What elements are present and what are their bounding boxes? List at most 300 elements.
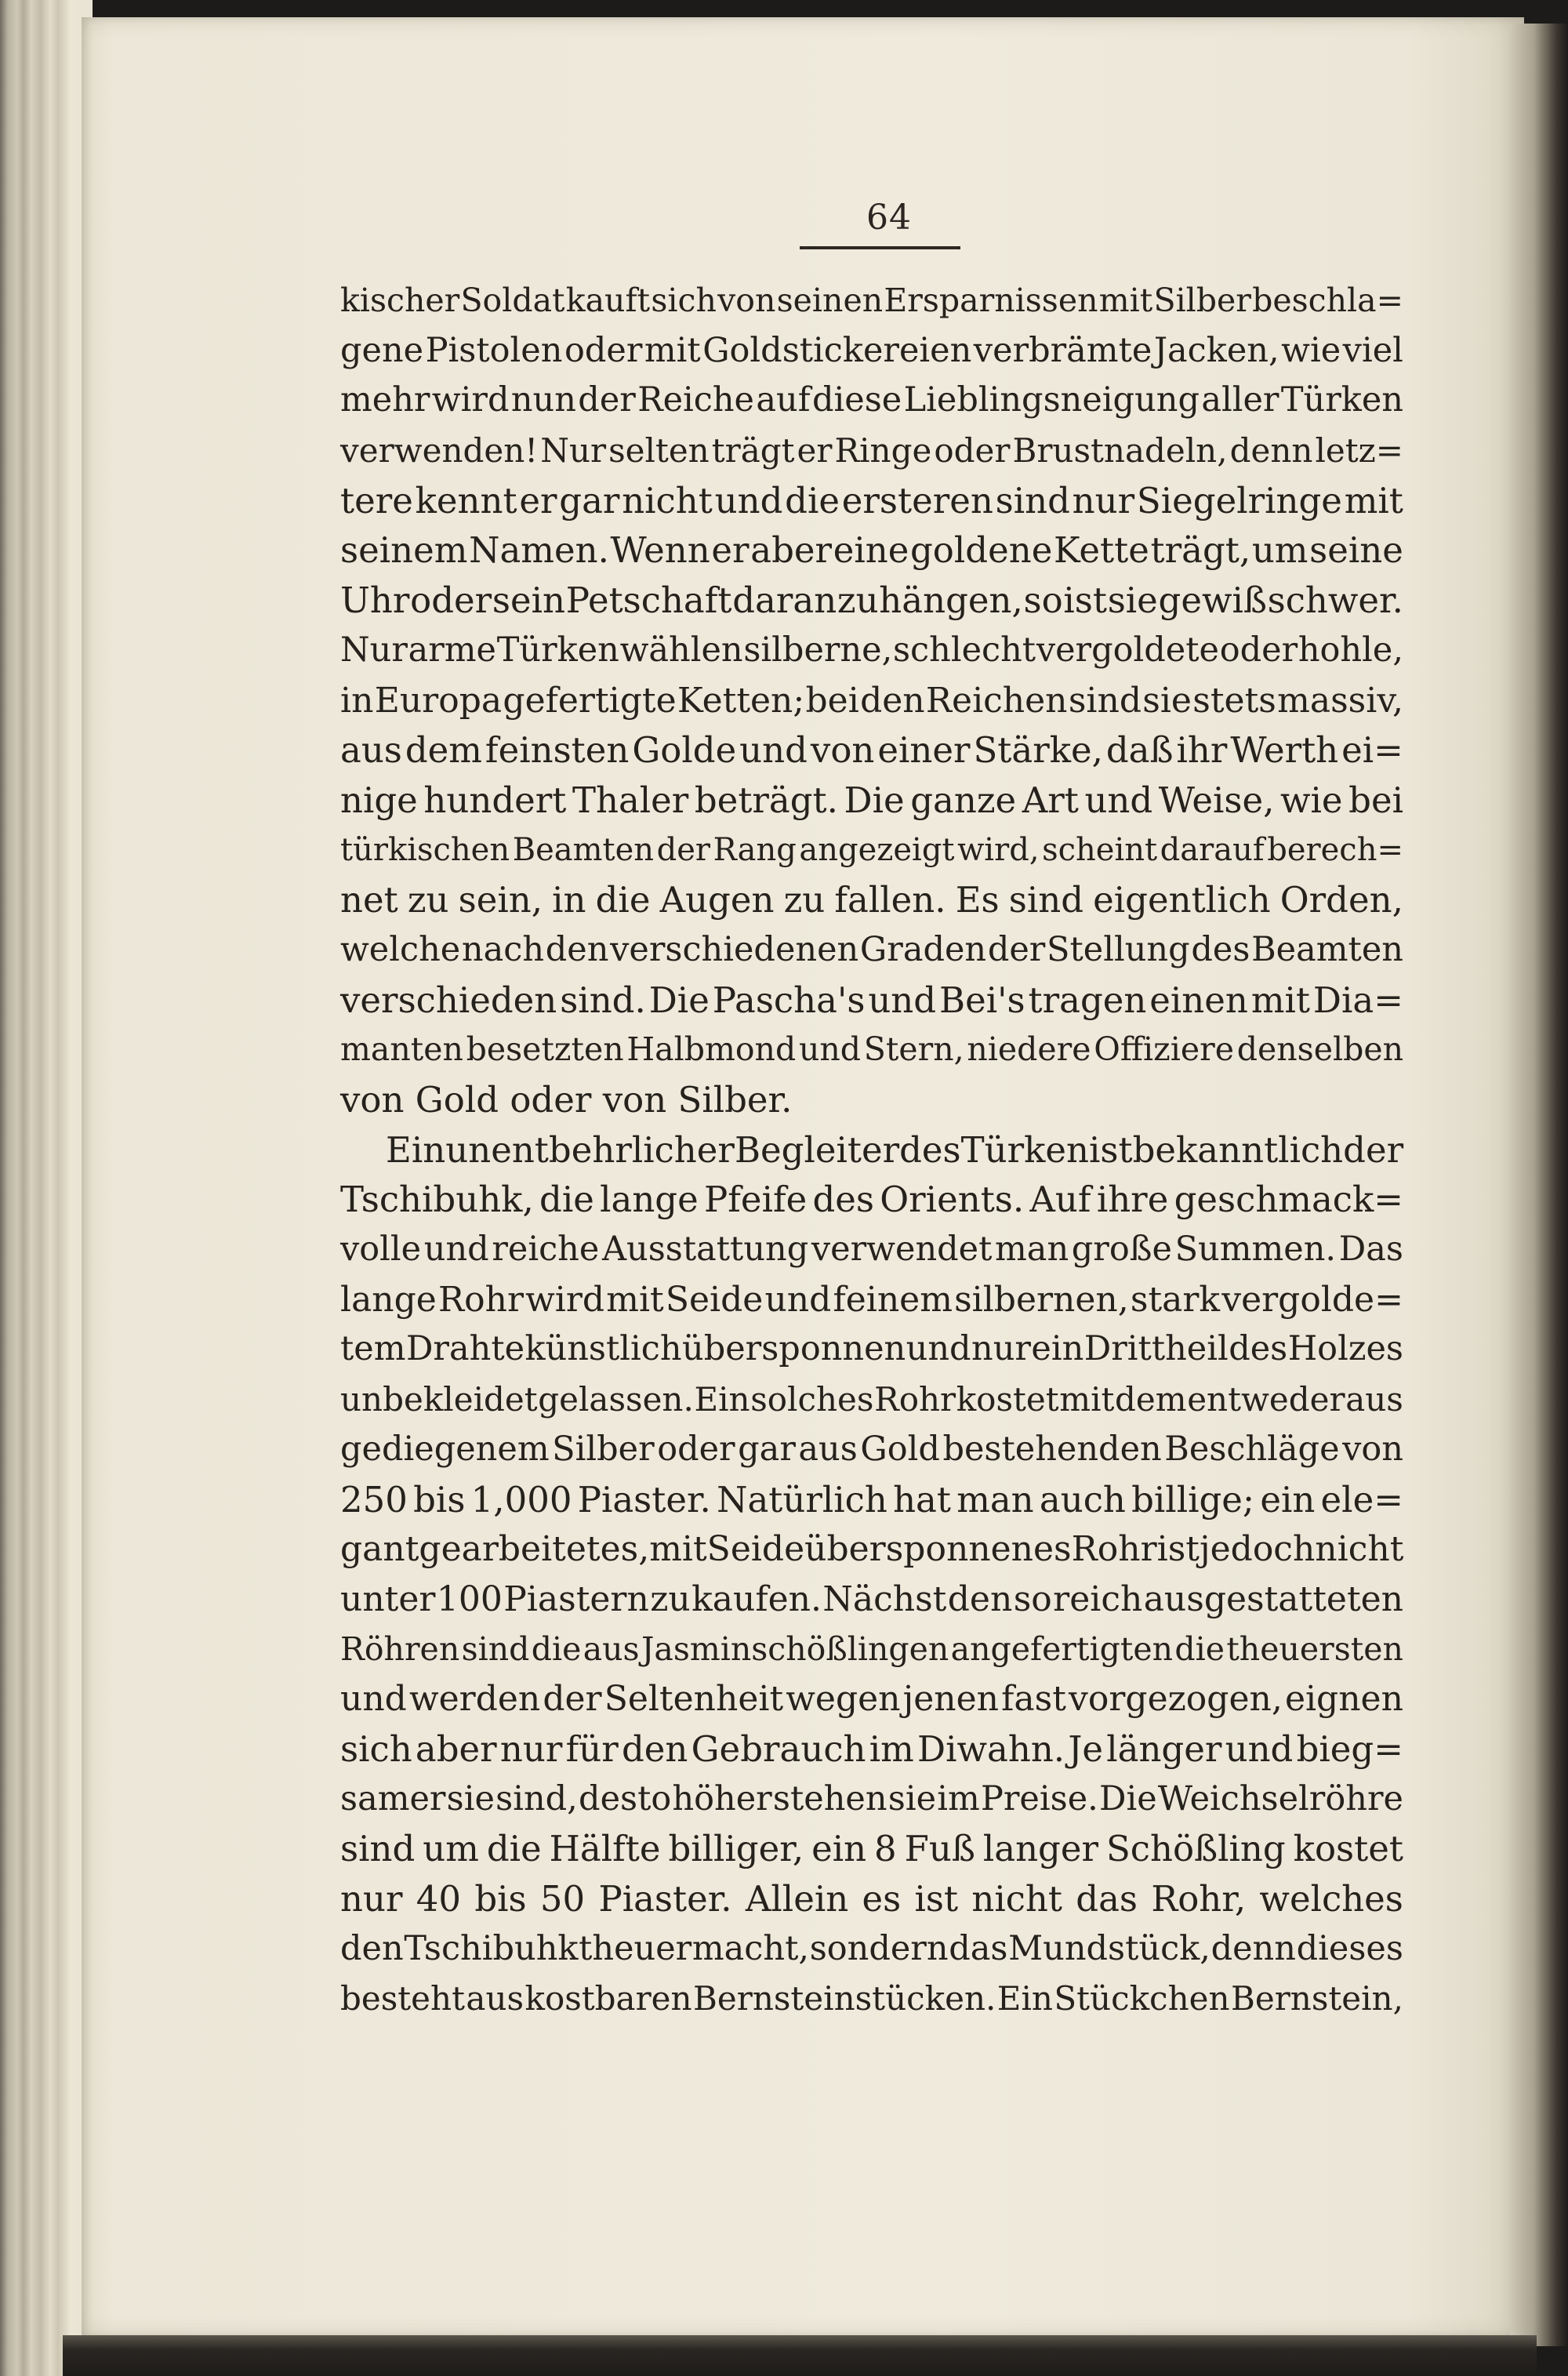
word: mit <box>1250 979 1310 1021</box>
page-bottom-edge <box>63 2335 1537 2376</box>
word: wie <box>1280 779 1343 821</box>
word: gant <box>340 1529 419 1570</box>
word: mehr <box>340 380 430 420</box>
book-binding-edge <box>0 0 93 2376</box>
word: Art <box>1022 779 1079 821</box>
word: von <box>1342 1429 1403 1469</box>
word: Holzes <box>1287 1329 1403 1369</box>
text-line <box>340 1575 1403 1625</box>
word: lange <box>340 1279 437 1320</box>
word: kostet <box>956 1380 1059 1419</box>
word: man <box>995 1230 1069 1270</box>
text-line <box>340 1874 1403 1924</box>
text-line <box>340 1225 1403 1275</box>
word: lange <box>600 1179 699 1221</box>
word: ist <box>1063 579 1107 622</box>
word: tem <box>340 1329 406 1369</box>
word: schlecht <box>892 630 1036 670</box>
word: ersteren <box>841 479 993 521</box>
word: vergolde= <box>1221 1279 1403 1320</box>
word: aber <box>750 529 833 572</box>
word: Die <box>844 779 905 821</box>
word: Tschibuhk <box>404 1928 579 1968</box>
word: stark <box>1130 1279 1221 1320</box>
word: Brustnadeln, <box>1012 431 1228 470</box>
word: Orients. <box>880 1179 1025 1221</box>
word: angefertigten <box>950 1629 1174 1668</box>
word: niedere <box>967 1030 1091 1069</box>
word: tragen <box>1028 979 1147 1021</box>
word: oder <box>564 330 643 370</box>
word: besteht <box>340 1979 465 2018</box>
word: ist <box>1156 1529 1200 1570</box>
word: vorgezogen, <box>1069 1679 1283 1720</box>
word: kostet <box>1293 1828 1403 1870</box>
word: hat <box>893 1478 951 1520</box>
word: 40 <box>416 1878 462 1920</box>
word: Preise. <box>980 1778 1098 1818</box>
word: wegen <box>786 1679 901 1720</box>
word: mit <box>606 1279 664 1320</box>
word: ganze <box>910 779 1017 821</box>
word: ein <box>811 1828 867 1870</box>
word: Tschibuhk, <box>340 1179 534 1221</box>
word: aus <box>583 1629 640 1668</box>
word: Piastern <box>503 1579 649 1619</box>
word: beträgt. <box>694 779 838 821</box>
word: vergoldete <box>1036 630 1219 670</box>
word: verwendet <box>811 1230 993 1270</box>
word: goldene <box>910 529 1053 572</box>
word: den <box>545 929 609 969</box>
body-text <box>340 276 1403 2024</box>
word: der <box>987 929 1046 969</box>
word: gediegenem <box>340 1429 550 1469</box>
word: wird, <box>957 831 1040 868</box>
word: kennt <box>415 479 517 521</box>
word: Namen. <box>469 529 609 572</box>
word: sich <box>340 1728 412 1770</box>
text-line <box>340 576 1403 626</box>
word: trägt <box>711 431 795 470</box>
word: 1,000 <box>470 1478 572 1520</box>
text-line <box>340 1025 1403 1075</box>
text-line <box>340 875 1403 925</box>
text-line <box>340 925 1403 975</box>
word: ihr <box>1176 729 1228 772</box>
word: übersponnenes <box>804 1529 1072 1570</box>
text-line <box>340 1974 1403 2024</box>
word: länger <box>1106 1728 1222 1770</box>
word: gefertigte <box>503 680 677 721</box>
word: Beschläge <box>1164 1429 1340 1469</box>
text-line <box>340 1824 1403 1874</box>
header-rule <box>800 246 960 249</box>
word: denselben <box>1236 1030 1403 1069</box>
word: den <box>947 1579 1013 1619</box>
word: nicht <box>622 479 713 521</box>
word: Drahte <box>405 1329 525 1369</box>
word: Begleiter <box>734 1128 900 1171</box>
word: die <box>595 879 651 921</box>
word: 100 <box>436 1579 503 1619</box>
word: arme <box>408 630 497 670</box>
word: Reiche <box>637 380 754 420</box>
word: wie <box>1281 330 1341 370</box>
word: die <box>785 479 840 521</box>
word: Röhren <box>340 1629 460 1668</box>
word: bekanntlich <box>1132 1128 1344 1171</box>
text-line <box>340 1924 1403 1975</box>
word: dieses <box>1296 1928 1403 1968</box>
word: für <box>565 1728 619 1770</box>
word: aus <box>466 1979 524 2018</box>
word: letz= <box>1315 431 1403 470</box>
word: Es <box>955 879 1000 921</box>
word: bieg= <box>1296 1728 1403 1770</box>
word: fallen. <box>834 879 946 921</box>
word: stehen <box>772 1778 887 1818</box>
word: nicht <box>971 1878 1063 1920</box>
word: billige; <box>1131 1478 1255 1520</box>
word: Nur <box>340 630 408 670</box>
word: den <box>860 680 925 721</box>
word: viel <box>1342 330 1403 370</box>
word: net <box>340 879 398 921</box>
word: sondern <box>809 1928 949 1968</box>
word: türkischen <box>340 831 510 868</box>
word: mit <box>1098 282 1153 319</box>
word: Rohr <box>438 1279 524 1320</box>
word: Augen <box>659 879 775 921</box>
word: Weichselröhre <box>1157 1778 1403 1818</box>
word: gewiß <box>1158 579 1267 622</box>
word: und <box>798 1030 862 1069</box>
text-line <box>340 626 1403 676</box>
word: selten <box>608 431 710 470</box>
text-line <box>340 1175 1403 1225</box>
word: unbekleidet <box>340 1380 538 1419</box>
text-line <box>340 476 1403 526</box>
text-line <box>340 1724 1403 1775</box>
word: mit <box>644 330 701 370</box>
word: Ringe <box>834 431 932 470</box>
word: Ein <box>996 1979 1053 2018</box>
text-line <box>340 376 1403 426</box>
text-line: von Gold oder von Silber. <box>340 1079 793 1121</box>
word: sind <box>1068 680 1142 721</box>
text-line <box>340 1275 1403 1325</box>
word: Golde <box>632 729 737 772</box>
word: seine <box>1309 529 1403 572</box>
word: aus <box>798 1429 858 1469</box>
word: bis <box>413 1478 466 1520</box>
word: Seltenheit <box>604 1679 784 1720</box>
word: Bernstein, <box>1230 1979 1403 2018</box>
word: Stern, <box>863 1030 964 1069</box>
word: feinsten <box>485 729 630 772</box>
word: Jacken, <box>1153 330 1279 370</box>
word: Gold <box>860 1429 940 1469</box>
word: und <box>1225 1728 1294 1770</box>
word: übersponnen <box>682 1329 906 1369</box>
word: Jasminschößlingen <box>641 1629 949 1668</box>
word: hängen, <box>879 579 1023 622</box>
word: solches <box>750 1380 874 1419</box>
word: Je <box>1068 1728 1103 1770</box>
word: im <box>869 1728 914 1770</box>
word: Rang <box>713 831 797 868</box>
word: diese <box>811 380 902 420</box>
word: sie <box>1107 579 1158 622</box>
word: man <box>956 1478 1034 1520</box>
word: nur <box>499 1728 563 1770</box>
word: Europa <box>374 680 503 721</box>
word: Ein <box>694 1380 750 1419</box>
word: verschieden <box>340 979 557 1021</box>
word: hundert <box>423 779 567 821</box>
word: Ein <box>386 1128 446 1171</box>
word: ihre <box>1096 1179 1169 1221</box>
word: sein, <box>458 879 543 921</box>
word: oder <box>410 579 492 622</box>
word: gene <box>340 330 424 370</box>
word: der <box>1343 1128 1404 1171</box>
word: verbrämte <box>973 330 1152 370</box>
text-line <box>340 826 1403 876</box>
word: bestehenden <box>942 1429 1162 1469</box>
word: nun <box>510 380 576 420</box>
word: Dia= <box>1312 979 1403 1021</box>
word: und <box>868 979 937 1021</box>
word: Natürlich <box>717 1478 887 1520</box>
word: sind <box>340 1828 416 1870</box>
word: zu <box>837 579 879 622</box>
word: daß <box>1105 729 1174 772</box>
word: wird <box>431 380 510 420</box>
word: Uhr <box>340 579 410 622</box>
word: entweder <box>1187 1380 1345 1419</box>
word: Rohr, <box>1151 1878 1247 1920</box>
text-line <box>340 1425 1403 1475</box>
word: Allein <box>745 1878 849 1920</box>
word: die <box>486 1828 542 1870</box>
word: um <box>423 1828 479 1870</box>
text-line <box>340 1625 1403 1675</box>
text-line <box>340 725 1403 776</box>
word: ei= <box>1341 729 1403 772</box>
word: Stellung <box>1047 929 1190 969</box>
word: sind, <box>495 1778 578 1818</box>
word: unentbehrlicher <box>445 1128 735 1171</box>
word: des <box>812 1179 875 1221</box>
word: gar <box>738 1429 796 1469</box>
word: sein <box>492 579 565 622</box>
page-number: 64 <box>866 198 912 238</box>
word: einen <box>1149 979 1248 1021</box>
word: und <box>340 1679 407 1720</box>
word: oder <box>657 1429 735 1469</box>
word: beschla= <box>1252 282 1403 319</box>
word: Stückchen <box>1054 1979 1230 2018</box>
word: Lieblingsneigung <box>903 380 1200 420</box>
word: der <box>656 831 711 868</box>
word: Nur <box>540 431 607 470</box>
word: kaufen. <box>691 1579 822 1619</box>
word: ein <box>1031 1329 1084 1369</box>
word: oder <box>934 431 1011 470</box>
text-line <box>340 326 1403 376</box>
word: Weise, <box>1158 779 1275 821</box>
text-line <box>340 426 1403 476</box>
word: ist <box>1089 1128 1133 1171</box>
word: Stärke, <box>973 729 1103 772</box>
word: Pascha's <box>712 979 866 1021</box>
word: 250 <box>340 1478 408 1520</box>
word: nicht <box>1315 1529 1404 1570</box>
word: bis <box>474 1878 527 1920</box>
text-line <box>340 1475 1403 1525</box>
word: Bei's <box>939 979 1025 1021</box>
word: scheint <box>1042 831 1158 868</box>
word: manten <box>340 1030 463 1069</box>
word: er <box>797 431 833 470</box>
word: ele= <box>1320 1478 1403 1520</box>
word: das <box>1076 1878 1138 1920</box>
word: samer <box>340 1778 446 1818</box>
word: trägt, <box>1150 529 1251 572</box>
word: Kette <box>1054 529 1149 572</box>
word: mit <box>1059 1380 1115 1419</box>
word: Goldstickereien <box>702 330 972 370</box>
text-line <box>340 1524 1403 1575</box>
word: Die <box>1099 1778 1157 1818</box>
word: nige <box>340 779 418 821</box>
word: massiv, <box>1277 680 1403 721</box>
word: ein <box>1260 1478 1316 1520</box>
word: tere <box>340 479 413 521</box>
word: reiche <box>492 1230 600 1270</box>
word: Petschaft <box>565 579 732 622</box>
word: den <box>621 1728 688 1770</box>
word: geschmack= <box>1174 1179 1403 1221</box>
text-line <box>340 1674 1403 1724</box>
word: werden <box>408 1679 541 1720</box>
word: sie <box>1142 680 1192 721</box>
word: mit <box>1344 479 1403 521</box>
word: Hälfte <box>549 1828 661 1870</box>
word: Seide <box>665 1279 764 1320</box>
word: zu <box>407 879 449 921</box>
word: Wenn <box>610 529 710 572</box>
word: die <box>539 1179 594 1221</box>
word: Reichen <box>925 680 1068 721</box>
word: Soldat <box>460 282 565 319</box>
word: um <box>1251 529 1308 572</box>
word: des <box>1191 929 1250 969</box>
word: ist <box>914 1878 959 1920</box>
word: aus <box>1345 1380 1403 1419</box>
word: im <box>937 1778 980 1818</box>
text-line <box>340 776 1403 826</box>
word: angezeigt <box>799 831 955 868</box>
word: Fuß <box>904 1828 975 1870</box>
word: feinem <box>833 1279 953 1320</box>
word: denn <box>1210 1928 1296 1968</box>
word: schwer. <box>1267 579 1403 622</box>
word: Werth <box>1230 729 1339 772</box>
word: darauf <box>1160 831 1265 868</box>
word: reich <box>1053 1579 1143 1619</box>
word: aus <box>340 729 402 772</box>
word: Rohr <box>1071 1529 1157 1570</box>
word: Ketten; <box>677 680 805 721</box>
word: gearbeitetes, <box>419 1529 650 1570</box>
word: Beamten <box>1251 929 1403 969</box>
word: sie <box>887 1778 937 1818</box>
word: eignen <box>1284 1679 1403 1720</box>
word: berech= <box>1267 831 1403 868</box>
word: welches <box>1259 1878 1403 1920</box>
word: der <box>543 1679 602 1720</box>
word: theuer <box>579 1928 692 1968</box>
word: von <box>810 729 875 772</box>
word: volle <box>340 1230 422 1270</box>
word: auch <box>1039 1478 1126 1520</box>
word: dem <box>1115 1380 1187 1419</box>
word: Drittheil <box>1083 1329 1229 1369</box>
word: so <box>1023 579 1063 622</box>
word: macht, <box>691 1928 810 1968</box>
word: bei <box>1348 779 1403 821</box>
word: sie <box>446 1778 495 1818</box>
word: Gebrauch <box>691 1728 866 1770</box>
word: desto <box>579 1778 672 1818</box>
word: 50 <box>539 1878 586 1920</box>
word: Auf <box>1029 1179 1091 1221</box>
word: mit <box>649 1529 707 1570</box>
word: stets <box>1192 680 1276 721</box>
word: Türken <box>1280 380 1403 420</box>
word: verwenden! <box>340 431 539 470</box>
word: bei <box>805 680 859 721</box>
word: Rohr <box>874 1380 956 1419</box>
word: Offiziere <box>1094 1030 1234 1069</box>
word: nur <box>340 1878 403 1920</box>
word: auf <box>756 380 811 420</box>
word: das <box>949 1928 1008 1968</box>
word: Ersparnissen <box>884 282 1098 319</box>
word: sich <box>651 282 717 319</box>
word: aller <box>1201 380 1279 420</box>
word: jedoch <box>1199 1529 1316 1570</box>
word: oder <box>1219 630 1298 670</box>
word: daran <box>732 579 837 622</box>
word: Summen. <box>1174 1230 1337 1270</box>
word: Türken <box>496 630 619 670</box>
word: den <box>340 1928 404 1968</box>
word: Pfeife <box>704 1179 808 1221</box>
word: billiger, <box>668 1828 804 1870</box>
word: Piaster. <box>577 1478 711 1520</box>
word: und <box>764 1279 832 1320</box>
word: und <box>423 1230 489 1270</box>
word: Mundstück, <box>1008 1928 1210 1968</box>
word: in <box>552 879 586 921</box>
word: große <box>1071 1230 1172 1270</box>
word: von <box>717 282 776 319</box>
word: künstlich <box>524 1329 682 1369</box>
